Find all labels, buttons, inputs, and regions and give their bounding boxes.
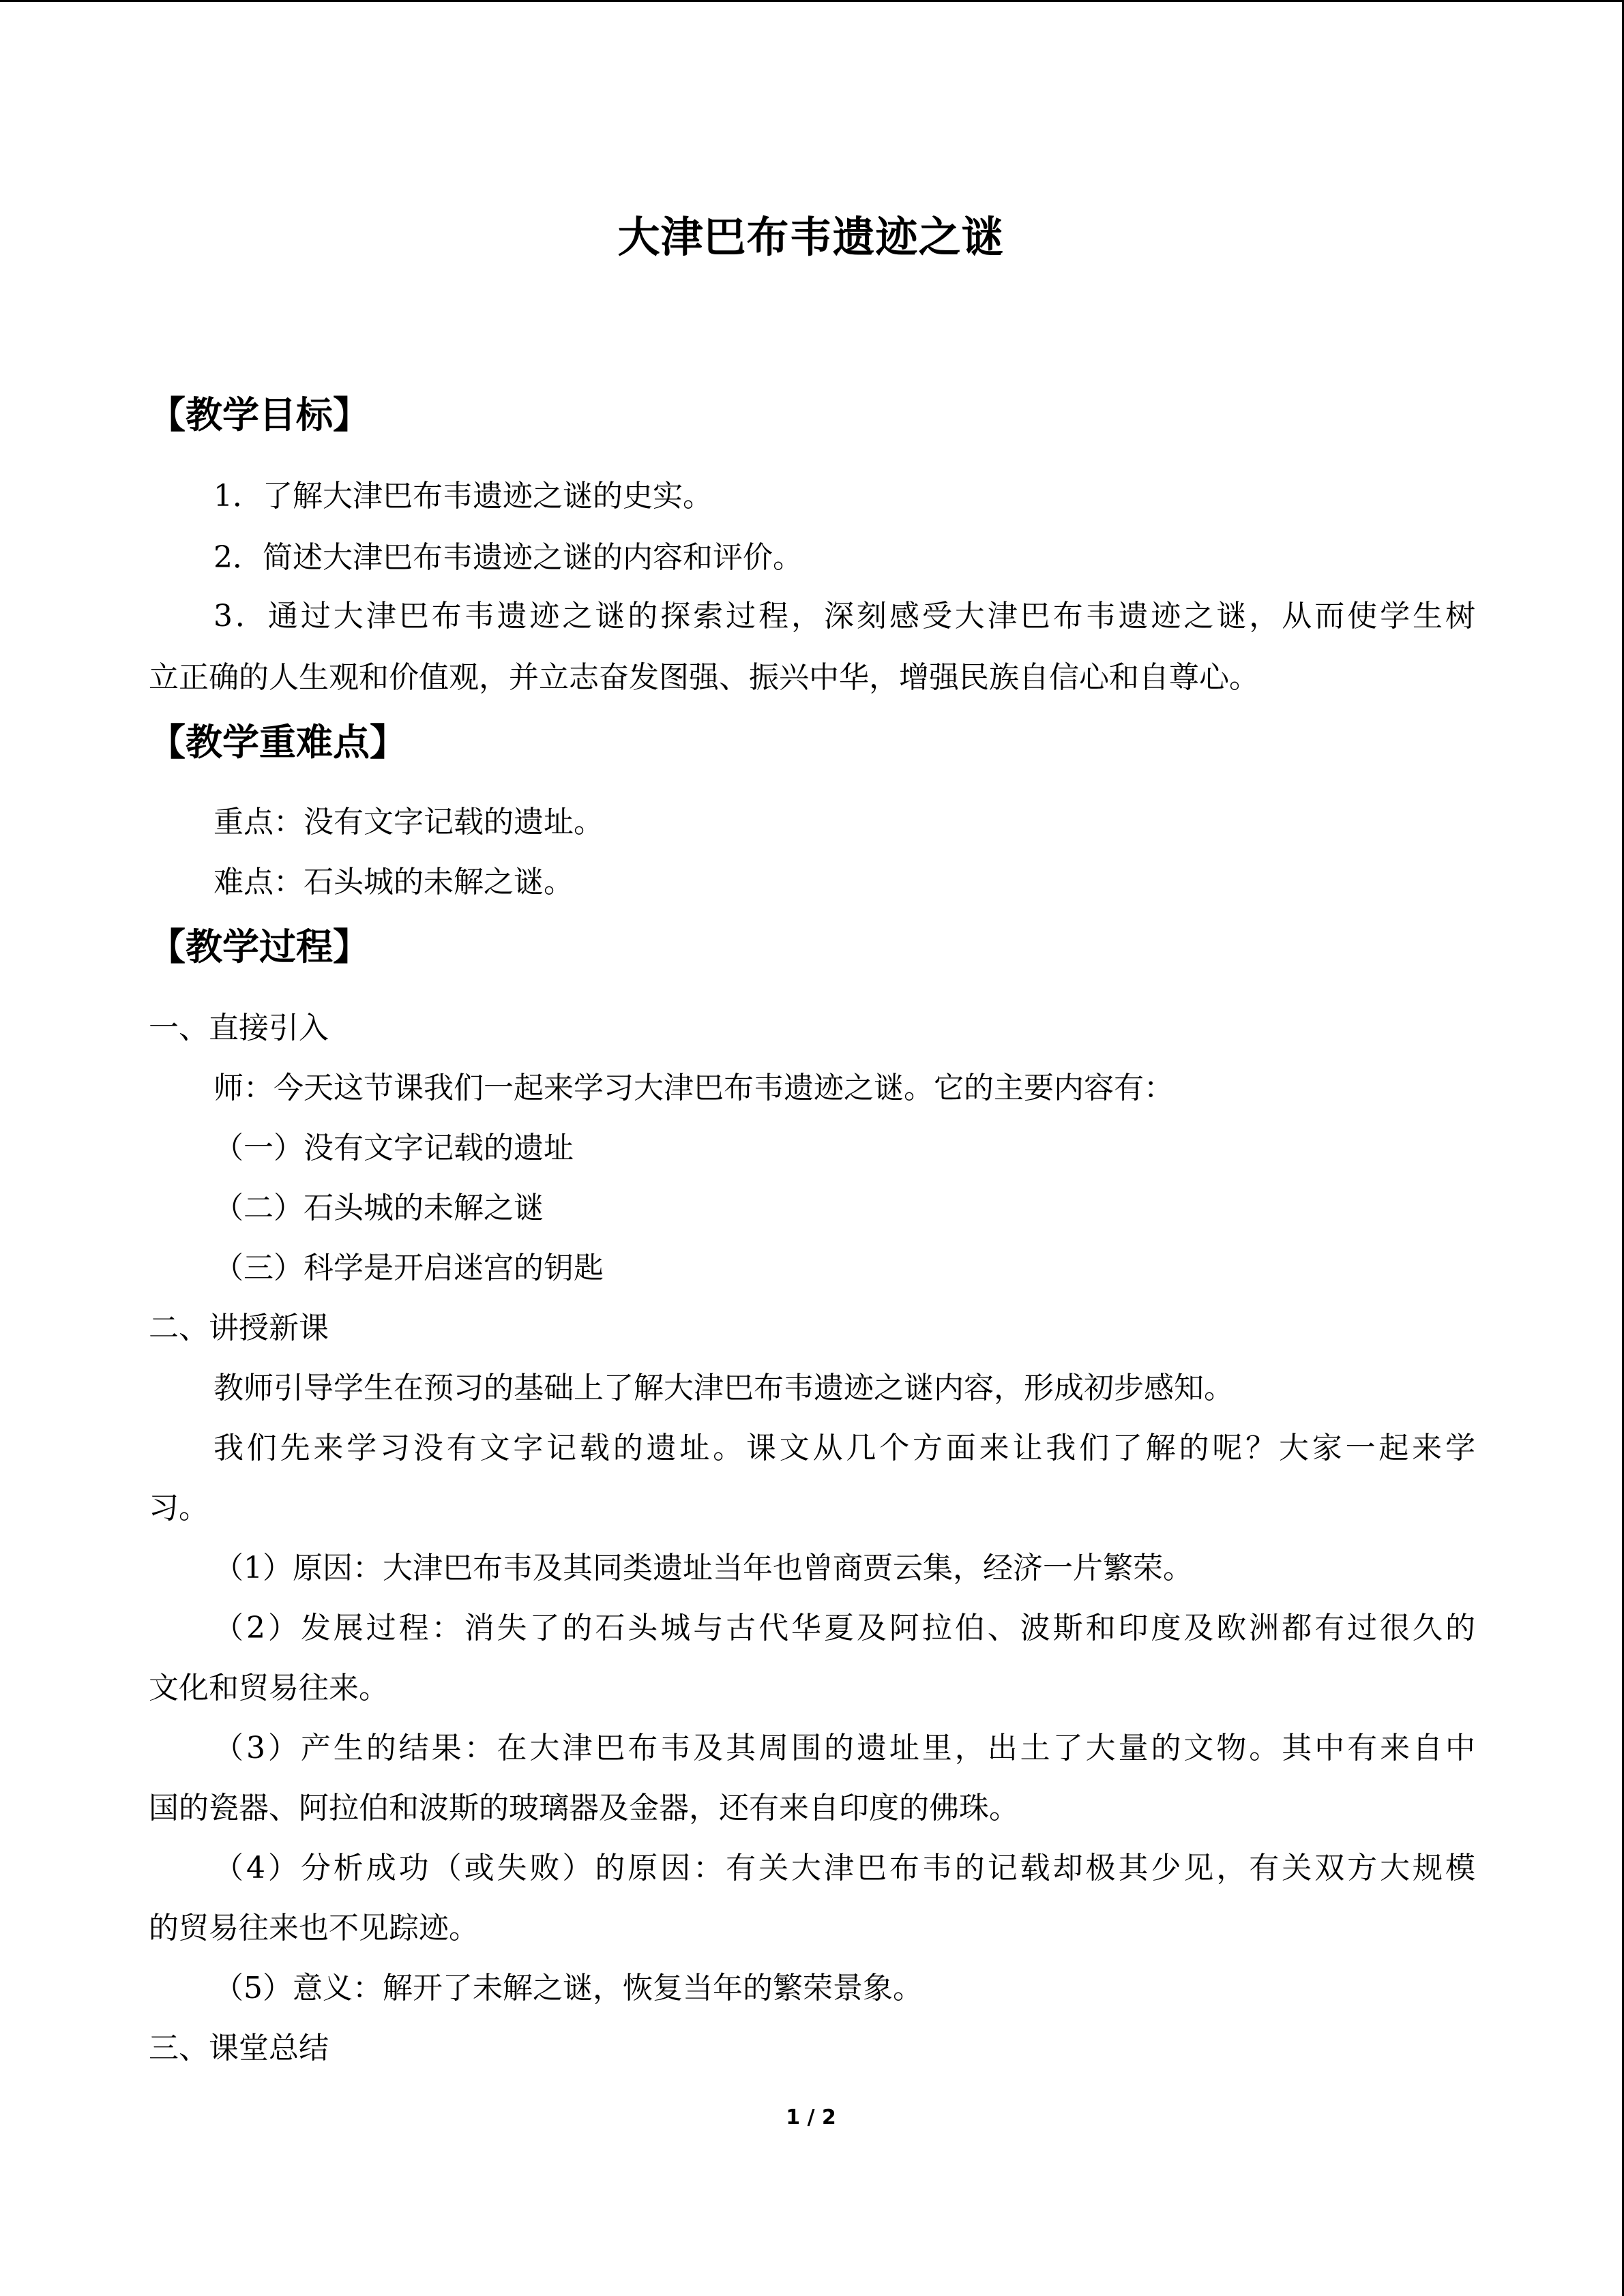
process-line-continued: 国的瓷器、阿拉伯和波斯的玻璃器及金器，还有来自印度的佛珠。 bbox=[149, 1791, 1019, 1825]
process-line-continued: 的贸易往来也不见踪迹。 bbox=[149, 1911, 479, 1945]
process-line: （3）产生的结果：在大津巴布韦及其周围的遗址里，出土了大量的文物。其中有来自中 bbox=[213, 1731, 1475, 1765]
process-line: （三）科学是开启迷宫的钥匙 bbox=[213, 1251, 604, 1285]
process-line: 师：今天这节课我们一起来学习大津巴布韦遗迹之谜。它的主要内容有： bbox=[213, 1071, 1174, 1105]
page-indicator: 1 / 2 bbox=[786, 2106, 836, 2130]
objective-item: 3．通过大津巴布韦遗迹之谜的探索过程，深刻感受大津巴布韦遗迹之谜，从而使学生树 bbox=[213, 599, 1475, 633]
keypoint-item: 难点：石头城的未解之谜。 bbox=[213, 865, 574, 899]
process-line: 教师引导学生在预习的基础上了解大津巴布韦遗迹之谜内容，形成初步感知。 bbox=[213, 1371, 1234, 1405]
process-line: 我们先来学习没有文字记载的遗址。课文从几个方面来让我们了解的呢？大家一起来学 bbox=[213, 1431, 1475, 1465]
process-line: （二）石头城的未解之谜 bbox=[213, 1191, 544, 1225]
process-section-title: 一、直接引入 bbox=[149, 1011, 329, 1045]
heading-process: 【教学过程】 bbox=[149, 925, 370, 968]
process-line: （2）发展过程：消失了的石头城与古代华夏及阿拉伯、波斯和印度及欧洲都有过很久的 bbox=[213, 1611, 1475, 1645]
process-line-continued: 习。 bbox=[149, 1491, 209, 1525]
process-line: （5）意义：解开了未解之谜，恢复当年的繁荣景象。 bbox=[213, 1971, 923, 2006]
objective-item: 1．了解大津巴布韦遗迹之谜的史实。 bbox=[213, 479, 713, 513]
keypoint-item: 重点：没有文字记载的遗址。 bbox=[213, 805, 604, 839]
process-line: （4）分析成功（或失败）的原因：有关大津巴布韦的记载却极其少见，有关双方大规模 bbox=[213, 1851, 1475, 1885]
process-line: （一）没有文字记载的遗址 bbox=[213, 1131, 574, 1165]
process-line: （1）原因：大津巴布韦及其同类遗址当年也曾商贾云集，经济一片繁荣。 bbox=[213, 1551, 1193, 1585]
heading-keypoints: 【教学重难点】 bbox=[149, 721, 407, 764]
objective-item-continued: 立正确的人生观和价值观，并立志奋发图强、振兴中华，增强民族自信心和自尊心。 bbox=[149, 660, 1259, 695]
process-section-title: 三、课堂总结 bbox=[149, 2031, 329, 2066]
heading-objectives: 【教学目标】 bbox=[149, 393, 370, 436]
document-title: 大津巴布韦遗迹之谜 bbox=[617, 212, 1005, 262]
process-section-title: 二、讲授新课 bbox=[149, 1311, 329, 1345]
objective-item: 2．简述大津巴布韦遗迹之谜的内容和评价。 bbox=[213, 540, 803, 575]
process-line-continued: 文化和贸易往来。 bbox=[149, 1671, 389, 1705]
